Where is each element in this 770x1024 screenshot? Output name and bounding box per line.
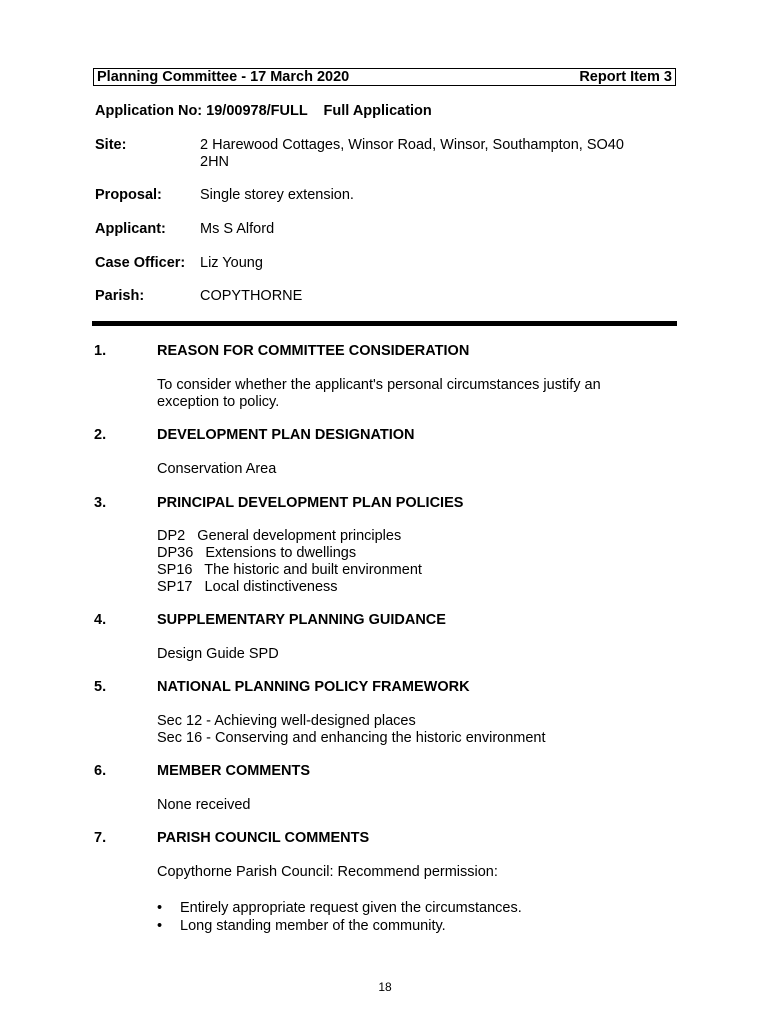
bullet-icon: • xyxy=(157,900,163,916)
policy-row: SP16 The historic and built environment xyxy=(157,562,422,578)
section-6-body xyxy=(157,797,251,814)
section-7-number: 7. xyxy=(94,830,107,846)
section-4-title: SUPPLEMENTARY PLANNING GUIDANCE xyxy=(157,612,446,628)
list-item-text: Long standing member of the community. xyxy=(180,918,446,934)
site-value-line1: 2 Harewood Cottages, Winsor Road, Winsor, Southampton, SO40 xyxy=(200,137,624,153)
proposal-value: Single storey extension. xyxy=(200,187,354,203)
case-officer-label: Case Officer: xyxy=(95,255,186,271)
section-1-body xyxy=(157,377,601,411)
section-6-body-line: None received xyxy=(157,797,251,813)
section-2-number: 2. xyxy=(94,427,107,443)
section-5-number: 5. xyxy=(94,679,107,695)
application-number: Application No: 19/00978/FULL Full Application xyxy=(95,103,432,119)
section-1-body-line: exception to policy. xyxy=(157,394,280,410)
case-officer-value: Liz Young xyxy=(200,255,263,271)
header-report-item: Report Item 3 xyxy=(579,69,672,85)
proposal-label: Proposal: xyxy=(95,187,162,203)
section-2-body-line: Conservation Area xyxy=(157,461,277,477)
section-3-number: 3. xyxy=(94,495,107,511)
section-5-body xyxy=(157,713,546,747)
site-label: Site: xyxy=(95,137,127,153)
section-6-number: 6. xyxy=(94,763,107,779)
section-2-body xyxy=(157,461,276,478)
section-7-title: PARISH COUNCIL COMMENTS xyxy=(157,830,370,846)
list-item xyxy=(157,899,522,917)
section-4-body xyxy=(157,646,279,663)
policy-row: DP36 Extensions to dwellings xyxy=(157,545,357,561)
page-number: 18 xyxy=(378,980,392,994)
policy-row: DP2 General development principles xyxy=(157,528,402,544)
section-6-title: MEMBER COMMENTS xyxy=(157,763,311,779)
section-7-body xyxy=(157,864,498,881)
section-1-title: REASON FOR COMMITTEE CONSIDERATION xyxy=(157,343,470,359)
section-1-number: 1. xyxy=(94,343,107,359)
report-header xyxy=(93,68,676,86)
section-2-title: DEVELOPMENT PLAN DESIGNATION xyxy=(157,427,415,443)
section-3-policies xyxy=(157,528,422,596)
parish-value: COPYTHORNE xyxy=(200,288,303,304)
divider-rule xyxy=(92,321,677,326)
section-5-title: NATIONAL PLANNING POLICY FRAMEWORK xyxy=(157,679,470,695)
applicant-label: Applicant: xyxy=(95,221,166,237)
bullet-icon: • xyxy=(157,918,163,934)
parish-comments-list xyxy=(157,899,522,935)
section-4-body-line: Design Guide SPD xyxy=(157,646,279,662)
list-item-text: Entirely appropriate request given the circumstances. xyxy=(180,900,522,916)
policy-row: SP17 Local distinctiveness xyxy=(157,579,338,595)
section-7-body-line: Copythorne Parish Council: Recommend permission: xyxy=(157,864,498,880)
list-item xyxy=(157,917,522,935)
section-4-number: 4. xyxy=(94,612,107,628)
section-1-body-line: To consider whether the applicant's personal circumstances justify an xyxy=(157,377,601,393)
section-5-body-line: Sec 12 - Achieving well-designed places xyxy=(157,713,416,729)
parish-label: Parish: xyxy=(95,288,145,304)
section-5-body-line: Sec 16 - Conserving and enhancing the historic environment xyxy=(157,730,546,746)
applicant-value: Ms S Alford xyxy=(200,221,275,237)
section-3-title: PRINCIPAL DEVELOPMENT PLAN POLICIES xyxy=(157,495,464,511)
header-committee-date: Planning Committee - 17 March 2020 xyxy=(97,69,350,85)
site-value-line2: 2HN xyxy=(200,154,230,170)
